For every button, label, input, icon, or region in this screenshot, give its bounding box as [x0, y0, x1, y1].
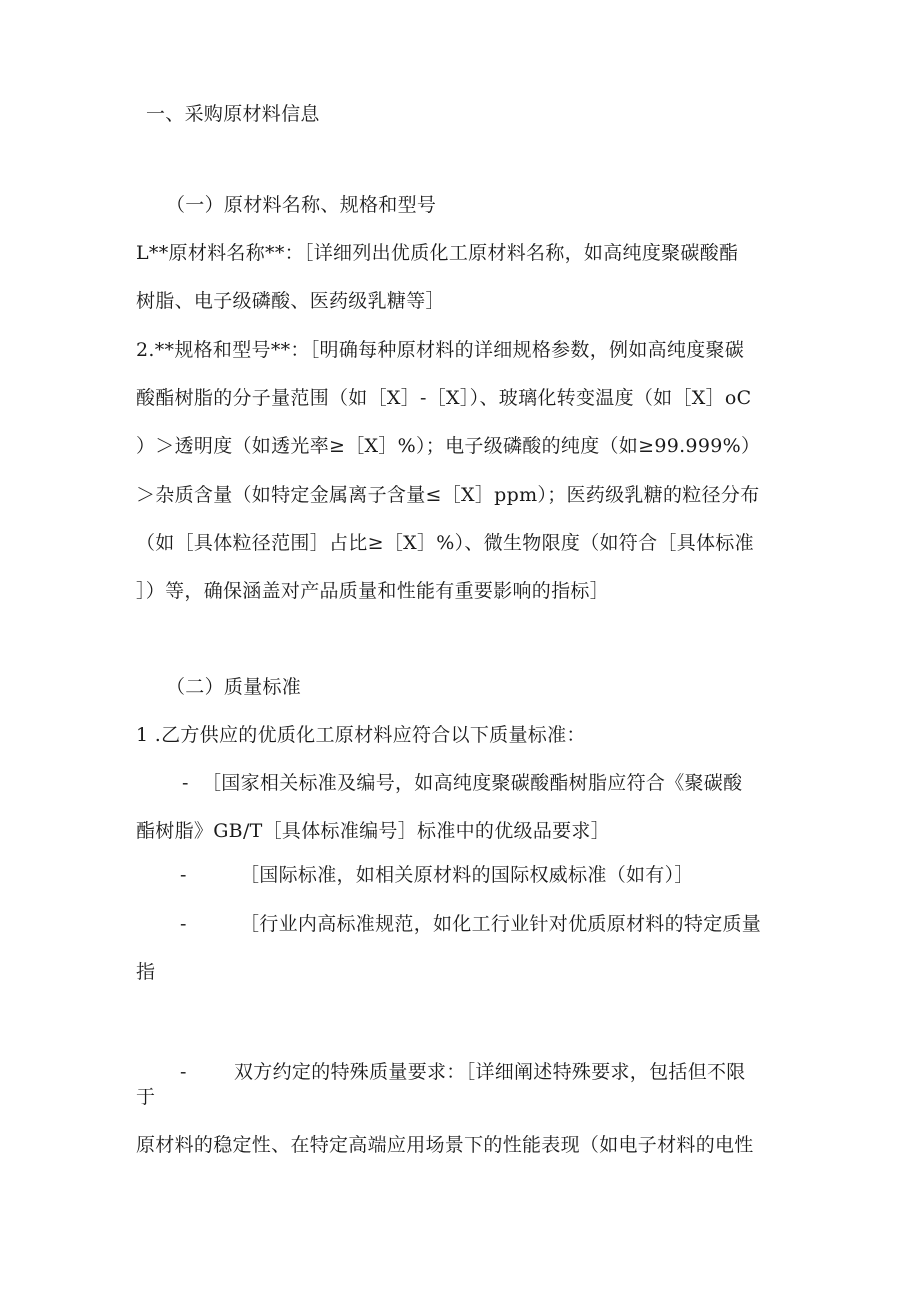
bullet4-dash: -	[180, 1061, 187, 1083]
item2-line5: （如［具体粒径范围］占比≥［X］%）、微生物限度（如符合［具体标准	[136, 532, 754, 554]
bullet1-dash: -	[182, 772, 189, 794]
bullet2-text: ［国际标准，如相关原材料的国际权威标准（如有）］	[240, 864, 694, 886]
item2-line1: 2.**规格和型号**：［明确每种原材料的详细规格参数，例如高纯度聚碳	[136, 339, 745, 361]
item2-line6: ］）等，确保涵盖对产品质量和性能有重要影响的指标］	[136, 580, 610, 602]
bullet3-dash: -	[180, 913, 187, 935]
section-heading: 一、采购原材料信息	[146, 103, 320, 125]
bullet3-line1: ［行业内高标准规范，如化工行业针对优质原材料的特定质量	[240, 913, 762, 935]
bullet4-line2: 于	[136, 1086, 156, 1108]
final-line: 原材料的稳定性、在特定高端应用场景下的性能表现（如电子材料的电性	[136, 1134, 754, 1156]
item1-line1: L**原材料名称**：［详细列出优质化工原材料名称，如高纯度聚碳酸酯	[136, 242, 739, 264]
bullet4-line1: 双方约定的特殊质量要求：［详细阐述特殊要求，包括但不限	[234, 1061, 746, 1083]
bullet3-line2: 指	[136, 961, 156, 983]
quality-item1: 1 .乙方供应的优质化工原材料应符合以下质量标准：	[136, 724, 586, 746]
item2-line3: ）＞透明度（如透光率≥［X］%）；电子级磷酸的纯度（如≥99.999%）	[136, 435, 761, 457]
subsection-heading-1: （一）原材料名称、规格和型号	[166, 194, 437, 216]
bullet2-dash: -	[180, 864, 187, 886]
subsection-heading-2: （二）质量标准	[166, 676, 302, 698]
item2-line2: 酸酯树脂的分子量范围（如［X］-［X］）、玻璃化转变温度（如［X］oC	[136, 387, 752, 409]
item2-line4: ＞杂质含量（如特定金属离子含量≤［X］ppm）；医药级乳糖的粒径分布	[136, 484, 760, 506]
item1-line2: 树脂、电子级磷酸、医药级乳糖等］	[136, 290, 445, 312]
bullet1-line1: ［国家相关标准及编号，如高纯度聚碳酸酯树脂应符合《聚碳酸	[202, 772, 743, 794]
bullet1-line2: 酯树脂》GB/T［具体标准编号］标准中的优级品要求］	[136, 820, 611, 842]
